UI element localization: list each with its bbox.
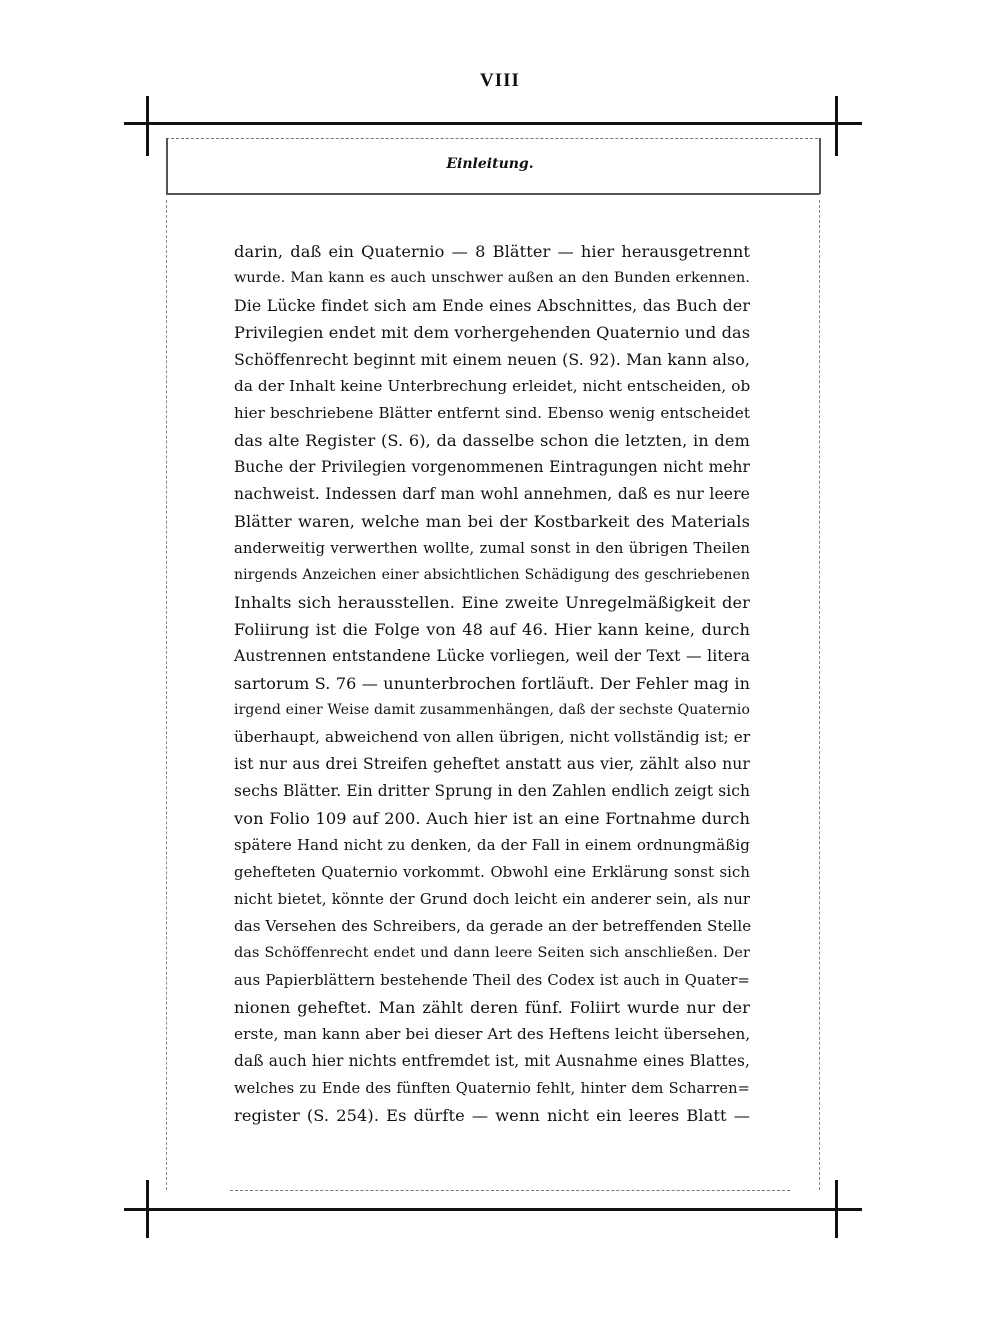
head-box-top-line [166,138,818,139]
text-line: das Schöffenrecht endet und dann leere Seiten sich anschließen. Der [234,945,750,961]
text-line: da der Inhalt keine Unterbrechung erleidet, nicht entscheiden, ob [234,377,751,395]
text-line: daß auch hier nichts entfremdet ist, mit Ausnahme eines Blattes, [234,1052,750,1070]
text-line: Foliirung ist die Folge von 48 auf 46. Hier kann keine, durch [234,620,750,639]
text-area-right-border [819,200,820,1190]
text-line: darin, daß ein Quaternio — 8 Blätter — hier herausgetrennt [234,242,750,261]
text-line: Austrennen entstandene Lücke vorliegen, weil der Text — litera [234,647,750,665]
text-line: von Folio 109 auf 200. Auch hier ist an eine Fortnahme durch [234,809,750,828]
frame-right-upper-bar [835,96,838,156]
text-line: aus Papierblättern bestehende Theil des Codex ist auch in Quater= [234,972,750,989]
text-line: das alte Register (S. 6), da dasselbe schon die letzten, in dem [234,431,750,450]
text-area-bottom-border [230,1190,790,1191]
text-line: irgend einer Weise damit zusammenhängen, daß der sechste Quaternio [234,702,750,718]
text-line: ist nur aus drei Streifen geheftet anstatt aus vier, zählt also nur [234,755,750,773]
text-line: register (S. 254). Es dürfte — wenn nicht ein leeres Blatt — [234,1106,750,1125]
text-line: das Versehen des Schreibers, da gerade an der betreffenden Stelle [234,917,752,935]
text-line: Inhalts sich herausstellen. Eine zweite Unregelmäßigkeit der [234,593,750,612]
text-line: nirgends Anzeichen einer absichtlichen Schädigung des geschriebenen [234,567,750,583]
text-line: nachweist. Indessen darf man wohl annehmen, daß es nur leere [234,485,750,503]
text-line: sartorum S. 76 — ununterbrochen fortläuft. Der Fehler mag in [234,674,750,693]
text-line: sechs Blätter. Ein dritter Sprung in den Zahlen endlich zeigt sich [234,782,750,800]
running-head: Einleitung. [446,156,534,172]
frame-bottom-rule [124,1208,862,1211]
text-line: anderweitig verwerthen wollte, zumal sonst in den übrigen Theilen [234,540,750,557]
frame-right-lower-bar [835,1180,838,1238]
text-line: überhaupt, abweichend von allen übrigen, nicht vollständig ist; er [234,728,751,746]
text-line: spätere Hand nicht zu denken, da der Fall in einem ordnungmäßig [234,836,750,854]
text-line: erste, man kann aber bei dieser Art des Heftens leicht übersehen, [234,1025,751,1043]
text-line: welches zu Ende des fünften Quaternio fehlt, hinter dem Scharren= [234,1080,750,1097]
text-line: gehefteten Quaternio vorkommt. Obwohl eine Erklärung sonst sich [234,864,750,881]
text-area-left-border [166,200,167,1190]
text-line: nionen geheftet. Man zählt deren fünf. Foliirt wurde nur der [234,998,750,1017]
text-line: wurde. Man kann es auch unschwer außen an den Bunden erkennen. [234,270,750,286]
text-line: Schöffenrecht beginnt mit einem neuen (S. 92). Man kann also, [234,350,750,369]
text-line: Blätter waren, welche man bei der Kostbarkeit des Materials [234,512,750,531]
head-box-bottom-line [166,193,820,195]
frame-left-lower-bar [146,1180,149,1238]
text-line: Die Lücke findet sich am Ende eines Abschnittes, das Buch der [234,296,750,315]
frame-top-rule [124,122,862,125]
body-text [234,238,750,1129]
text-line: nicht bietet, könnte der Grund doch leicht ein anderer sein, als nur [234,891,750,908]
text-line: Privilegien endet mit dem vorhergehenden Quaternio und das [234,323,751,342]
page-number: VIII [480,70,520,91]
frame-left-upper-bar [146,96,149,156]
text-line: hier beschriebene Blätter entfernt sind. Ebenso wenig entscheidet [234,404,750,422]
text-line: Buche der Privilegien vorgenommenen Eintragungen nicht mehr [234,458,750,476]
